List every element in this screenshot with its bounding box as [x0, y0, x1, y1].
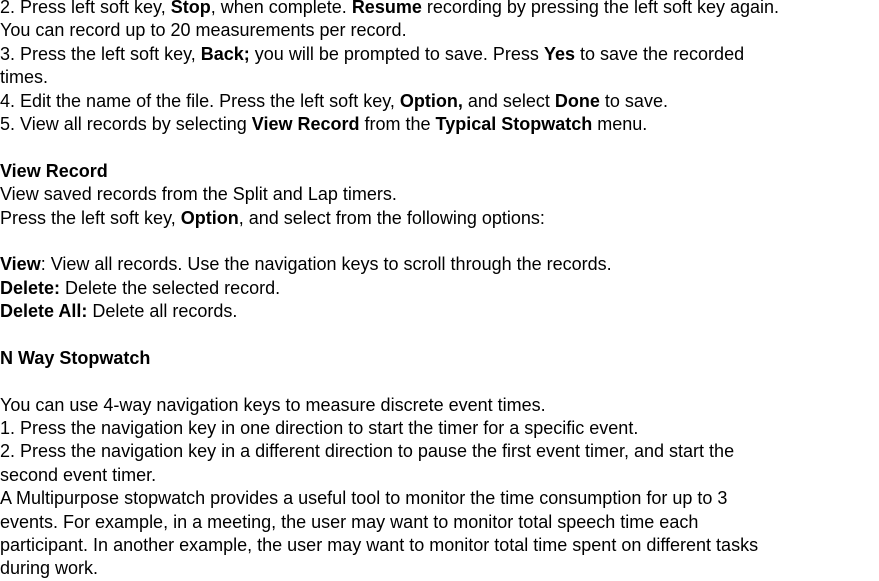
step-2-line: [0, 0, 879, 19]
n-way-para-line: events. For example, in a meeting, the user may want to monitor total speech time each: [0, 511, 699, 532]
n-way-para-line: A Multipurpose stopwatch provides a useful tool to monitor the time consumption for up to 3: [0, 488, 728, 509]
n-way-step-2: 2. Press the navigation key in a different direction to pause the first event timer, and start the: [0, 441, 735, 462]
option-label: Option: [180, 207, 239, 228]
view-record-label: View Record: [251, 113, 360, 134]
spacer: [0, 136, 879, 159]
n-way-heading-text: N Way Stopwatch: [0, 347, 151, 368]
step-3-prefix: 3. Press the left soft key,: [0, 43, 201, 64]
view-record-instruction: [0, 207, 879, 230]
step-2-note: You can record up to 20 measurements per record.: [0, 20, 407, 41]
spacer: [0, 370, 879, 393]
n-way-step-2-wrap: second event timer.: [0, 464, 157, 485]
option-delete-all: [0, 300, 879, 323]
done-label: Done: [554, 90, 600, 111]
view-record-desc: View saved records from the Split and Lap timers.: [0, 184, 397, 205]
step-4-line: [0, 90, 879, 113]
option-view-label: View: [0, 254, 41, 275]
option-delete-all-text: Delete all records.: [87, 301, 238, 322]
step-2-prefix: 2. Press left soft key,: [0, 0, 171, 17]
option-delete-all-label: Delete All:: [0, 301, 88, 322]
n-way-intro: You can use 4-way navigation keys to measure discrete event times.: [0, 394, 546, 415]
option-key-label: Option,: [399, 90, 463, 111]
option-delete-label: Delete:: [0, 277, 61, 298]
step-5-mid: from the: [359, 113, 436, 134]
step-5-prefix: 5. View all records by selecting: [0, 113, 252, 134]
step-2-suffix: recording by pressing the left soft key again.: [421, 0, 780, 17]
n-way-heading: [0, 347, 879, 370]
spacer: [0, 230, 879, 253]
step-4-suffix: to save.: [599, 90, 668, 111]
n-way-para-line: participant. In another example, the user may want to monitor total time spent on different tasks: [0, 534, 759, 555]
step-3-wrap: times.: [0, 67, 49, 88]
instruction-suffix: , and select from the following options:: [238, 207, 545, 228]
option-view: [0, 253, 879, 276]
option-view-text: : View all records. Use the navigation keys to scroll through the records.: [40, 254, 612, 275]
option-delete-text: Delete the selected record.: [60, 277, 281, 298]
n-way-para-line: during work.: [0, 558, 99, 579]
step-5-line: [0, 113, 879, 136]
view-record-heading: [0, 160, 879, 183]
typical-stopwatch-label: Typical Stopwatch: [435, 113, 593, 134]
instruction-prefix: Press the left soft key,: [0, 207, 181, 228]
yes-label: Yes: [543, 43, 575, 64]
stop-key-label: Stop: [170, 0, 211, 17]
step-4-prefix: 4. Edit the name of the file. Press the left soft key,: [0, 90, 400, 111]
resume-label: Resume: [351, 0, 422, 17]
spacer: [0, 323, 879, 346]
step-3-mid: you will be prompted to save. Press: [249, 43, 544, 64]
step-2-mid: , when complete.: [210, 0, 352, 17]
view-record-heading-text: View Record: [0, 160, 108, 181]
step-4-mid: and select: [462, 90, 555, 111]
option-delete: [0, 277, 879, 300]
step-3-line: [0, 43, 879, 66]
n-way-step-1: 1. Press the navigation key in one direction to start the timer for a specific event.: [0, 418, 639, 439]
step-5-suffix: menu.: [592, 113, 648, 134]
step-3-suffix: to save the recorded: [574, 43, 745, 64]
back-key-label: Back;: [200, 43, 250, 64]
